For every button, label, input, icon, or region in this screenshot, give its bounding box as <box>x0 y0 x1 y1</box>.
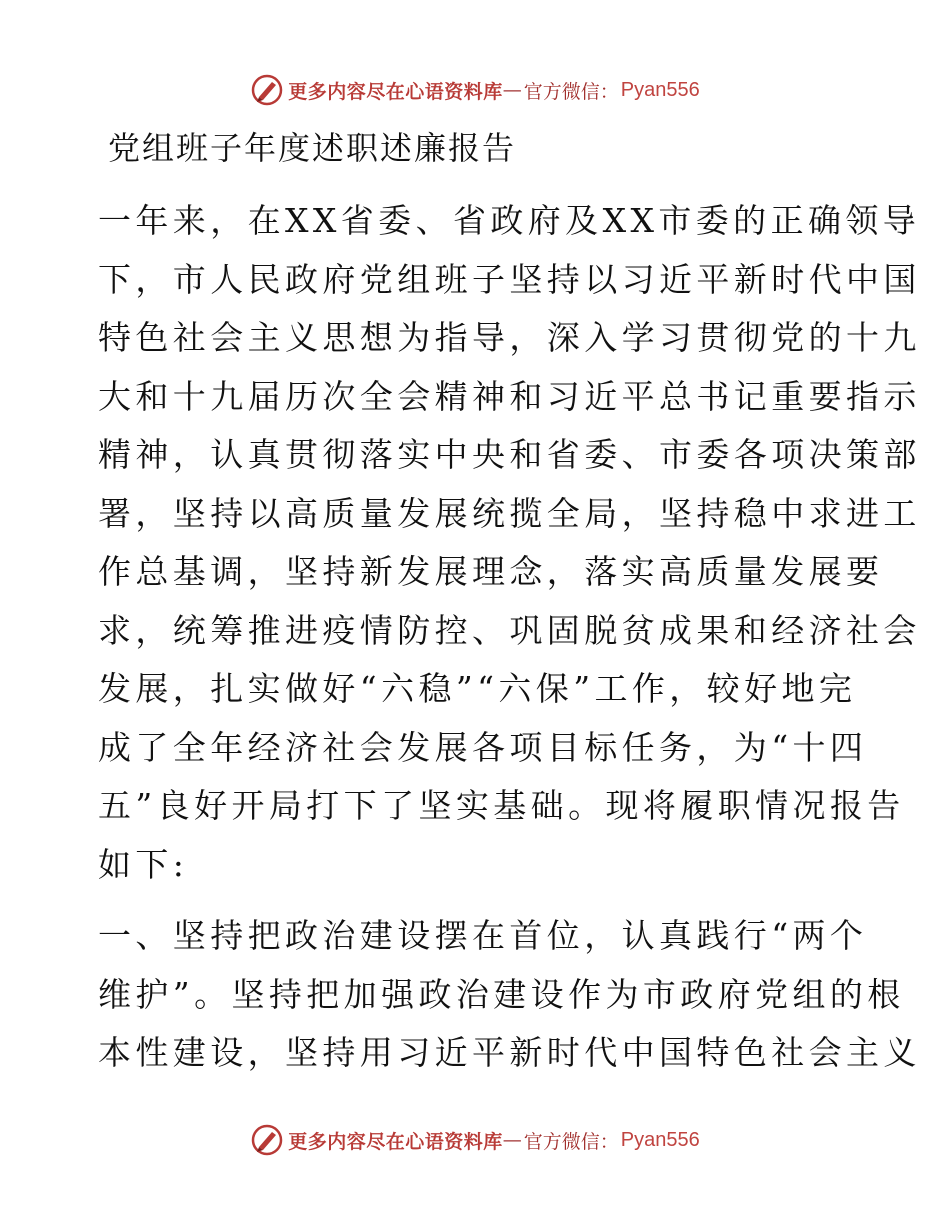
text-line: 发展，扎实做好“六稳”“六保”工作，较好地完 <box>98 669 857 708</box>
watermark-separator: — <box>502 1129 522 1151</box>
text-line: 大和十九届历次全会精神和习近平总书记重要指示 <box>98 376 921 416</box>
footer-watermark <box>0 1122 950 1158</box>
watermark-official-label: 官方微信： <box>523 1130 619 1153</box>
pen-logo-icon <box>250 73 284 107</box>
text-line: 作总基调，坚持新发展理念，落实高质量发展要 <box>98 552 884 591</box>
intro-paragraph <box>98 192 921 894</box>
watermark-official-label: 官方微信： <box>523 80 619 103</box>
header-watermark <box>0 72 950 108</box>
section-one-paragraph <box>98 907 921 1083</box>
text-line: 精神，认真贯彻落实中央和省委、市委各项决策部 <box>98 435 921 474</box>
watermark-text: 更多内容尽在心语资料库 <box>288 80 503 103</box>
text-line: 五”良好开局打下了坚实基础。现将履职情况报告 <box>98 786 905 825</box>
pen-logo-icon <box>250 1123 284 1157</box>
text-line: 成了全年经济社会发展各项目标任务，为“十四 <box>98 727 868 767</box>
text-line: 一年来，在XX省委、省政府及XX市委的正确领导 <box>98 201 921 240</box>
text-line: 署，坚持以高质量发展统揽全局，坚持稳中求进工 <box>98 493 921 533</box>
text-line: 求，统筹推进疫情防控、巩固脱贫成果和经济社会 <box>98 610 921 650</box>
text-line: 本性建设，坚持用习近平新时代中国特色社会主义 <box>98 1033 921 1072</box>
text-line: 维护”。坚持把加强政治建设作为市政府党组的根 <box>98 974 905 1014</box>
watermark-separator: — <box>502 79 522 101</box>
text-line: 下，市人民政府党组班子坚持以习近平新时代中国 <box>98 259 921 299</box>
document-title: 党组班子年度述职述廉报告 <box>108 129 517 167</box>
watermark-text: 更多内容尽在心语资料库 <box>288 1130 503 1153</box>
watermark-wechat-id: Pyan556 <box>620 78 700 101</box>
watermark-wechat-id: Pyan556 <box>620 1128 700 1151</box>
text-line: 特色社会主义思想为指导，深入学习贯彻党的十九 <box>98 318 921 357</box>
text-line: 如下: <box>98 844 189 884</box>
text-line: 一、坚持把政治建设摆在首位，认真践行“两个 <box>98 916 868 955</box>
